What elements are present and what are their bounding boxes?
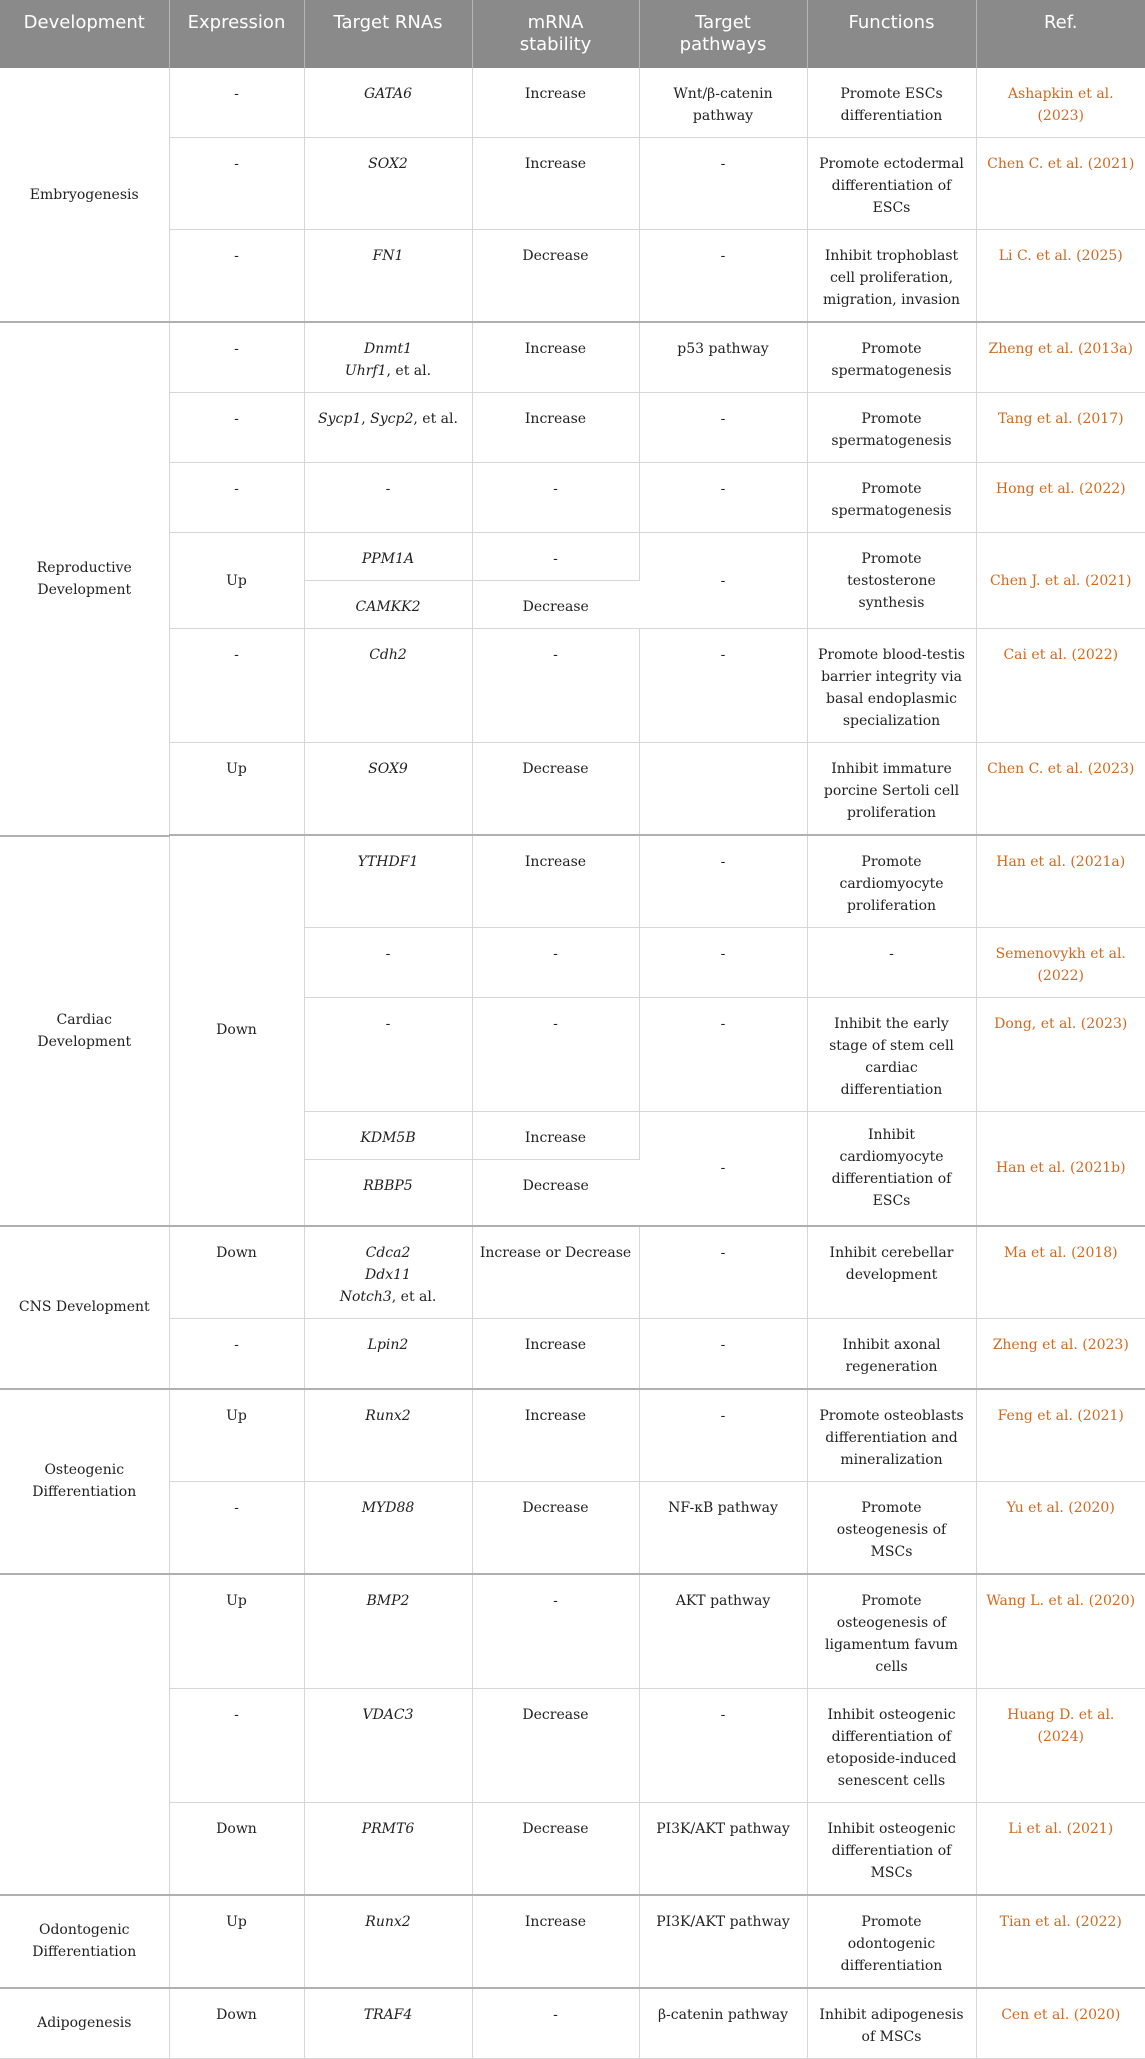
pathway-cell: AKT pathway: [639, 1574, 807, 1689]
function-cell: Promote osteogenesis of ligamentum favum cells: [807, 1574, 976, 1689]
table-row: [0, 1389, 1145, 1482]
expression-cell: -: [169, 463, 304, 533]
target-cell: YTHDF1: [304, 836, 472, 928]
stability-cell: Decrease: [472, 743, 639, 836]
reference-link[interactable]: Han et al. (2021a): [976, 836, 1145, 928]
function-cell: Inhibit the early stage of stem cell cardiac differentiation: [807, 998, 976, 1112]
header-ref: Ref.: [976, 0, 1145, 68]
function-cell: Promote spermatogenesis: [807, 393, 976, 463]
expression-cell: -: [169, 138, 304, 230]
expression-cell: -: [169, 1481, 304, 1574]
reference-link[interactable]: Chen C. et al. (2021): [976, 138, 1145, 230]
function-cell: Promote testosterone synthesis: [807, 533, 976, 629]
pathway-cell: -: [639, 836, 807, 928]
target-cell: VDAC3: [304, 1688, 472, 1802]
reference-link[interactable]: Li et al. (2021): [976, 1802, 1145, 1895]
header-mrna-stability: mRNA stability: [472, 0, 639, 68]
pathway-cell: -: [639, 928, 807, 998]
pathway-cell: -: [639, 1688, 807, 1802]
target-cell: BMP2: [304, 1574, 472, 1689]
pathway-cell: p53 pathway: [639, 322, 807, 393]
target-cell: TRAF4: [304, 1988, 472, 2059]
stability-cell: Decrease: [472, 1481, 639, 1574]
group-cns-development: CNS Development: [0, 1226, 169, 1389]
stability-cell: Decrease: [472, 1688, 639, 1802]
reference-link[interactable]: Dong, et al. (2023): [976, 998, 1145, 1112]
function-cell: Promote spermatogenesis: [807, 322, 976, 393]
function-cell: Promote osteogenesis of MSCs: [807, 1481, 976, 1574]
table-row: [0, 1802, 1145, 1895]
pathway-cell: -: [639, 393, 807, 463]
reference-link[interactable]: Ashapkin et al. (2023): [976, 68, 1145, 138]
stability-cell: Increase: [472, 1895, 639, 1988]
group-embryogenesis: Embryogenesis: [0, 68, 169, 322]
pathway-cell: -: [639, 230, 807, 323]
function-cell: -: [807, 928, 976, 998]
function-cell: Promote spermatogenesis: [807, 463, 976, 533]
reference-link[interactable]: Chen C. et al. (2023): [976, 743, 1145, 836]
group-unlabeled: [0, 1574, 169, 1895]
table-header: [0, 0, 1145, 68]
stability-cell: -: [472, 1574, 639, 1689]
reference-link[interactable]: Tian et al. (2022): [976, 1895, 1145, 1988]
target-cell: Runx2: [304, 1389, 472, 1482]
pathway-cell: [639, 743, 807, 836]
target-cell: GATA6: [304, 68, 472, 138]
function-cell: Inhibit immature porcine Sertoli cell proliferation: [807, 743, 976, 836]
pathway-cell: -: [639, 463, 807, 533]
target-cell: Lpin2: [304, 1318, 472, 1389]
table-row: [0, 68, 1145, 138]
pathway-cell: -: [639, 533, 807, 629]
table-row: [0, 533, 1145, 581]
stability-cell: Decrease: [472, 1802, 639, 1895]
target-cell: KDM5B: [304, 1112, 472, 1160]
table-row: [0, 1895, 1145, 1988]
pathway-cell: -: [639, 138, 807, 230]
group-adipogenesis: Adipogenesis: [0, 1988, 169, 2059]
expression-cell: -: [169, 1688, 304, 1802]
target-cell: PRMT6: [304, 1802, 472, 1895]
function-cell: Promote blood-testis barrier integrity via basal endoplasmic specialization: [807, 629, 976, 743]
header-target-pathways: Target pathways: [639, 0, 807, 68]
reference-link[interactable]: Zheng et al. (2023): [976, 1318, 1145, 1389]
expression-cell: Up: [169, 1895, 304, 1988]
stability-cell: -: [472, 1988, 639, 2059]
stability-cell: Decrease: [472, 581, 639, 629]
expression-cell: Down: [169, 1226, 304, 1319]
reference-link[interactable]: Ma et al. (2018): [976, 1226, 1145, 1319]
stability-cell: Increase: [472, 836, 639, 928]
expression-cell: Down: [169, 1988, 304, 2059]
table-row: [0, 230, 1145, 323]
reference-link[interactable]: Cen et al. (2020): [976, 1988, 1145, 2059]
pathway-cell: -: [639, 1318, 807, 1389]
pathway-cell: -: [639, 1389, 807, 1482]
pathway-cell: NF-κB pathway: [639, 1481, 807, 1574]
stability-cell: Increase: [472, 1389, 639, 1482]
target-cell: Cdh2: [304, 629, 472, 743]
header-development: Development: [0, 0, 169, 68]
stability-cell: Increase: [472, 1318, 639, 1389]
reference-link[interactable]: Feng et al. (2021): [976, 1389, 1145, 1482]
reference-link[interactable]: Tang et al. (2017): [976, 393, 1145, 463]
table-row: [0, 1988, 1145, 2059]
function-cell: Promote ectodermal differentiation of ESCs: [807, 138, 976, 230]
function-cell: Promote osteoblasts differentiation and mineralization: [807, 1389, 976, 1482]
expression-cell: -: [169, 230, 304, 323]
reference-link[interactable]: Cai et al. (2022): [976, 629, 1145, 743]
target-cell: Runx2: [304, 1895, 472, 1988]
group-odontogenic-differentiation: Odontogenic Differentiation: [0, 1895, 169, 1988]
table-row: [0, 1226, 1145, 1319]
stability-cell: Increase: [472, 322, 639, 393]
reference-link[interactable]: Zheng et al. (2013a): [976, 322, 1145, 393]
group-reproductive-development: Reproductive Development: [0, 322, 169, 836]
stability-cell: Increase or Decrease: [472, 1226, 639, 1319]
target-cell: -: [304, 928, 472, 998]
function-cell: Promote ESCs differentiation: [807, 68, 976, 138]
header-expression: Expression: [169, 0, 304, 68]
reference-link[interactable]: Chen J. et al. (2021): [976, 533, 1145, 629]
target-cell: Cdca2 Ddx11 Notch3, et al.: [304, 1226, 472, 1319]
table-row: [0, 1318, 1145, 1389]
expression-cell: -: [169, 68, 304, 138]
expression-cell: Up: [169, 1389, 304, 1482]
function-cell: Inhibit osteogenic differentiation of etoposide-induced senescent cells: [807, 1688, 976, 1802]
reference-link[interactable]: Semenovykh et al. (2022): [976, 928, 1145, 998]
function-cell: Inhibit cardiomyocyte differentiation of ESCs: [807, 1112, 976, 1226]
expression-cell: Up: [169, 743, 304, 836]
target-cell: SOX9: [304, 743, 472, 836]
group-cardiac-development: Cardiac Development: [0, 836, 169, 1226]
pathway-cell: PI3K/AKT pathway: [639, 1895, 807, 1988]
pathway-cell: -: [639, 1226, 807, 1319]
table-row: [0, 1481, 1145, 1574]
stability-cell: -: [472, 928, 639, 998]
stability-cell: Increase: [472, 1112, 639, 1160]
pathway-cell: -: [639, 629, 807, 743]
stability-cell: -: [472, 463, 639, 533]
expression-cell: Up: [169, 533, 304, 629]
expression-cell: Up: [169, 1574, 304, 1689]
expression-cell: -: [169, 629, 304, 743]
table-row: [0, 393, 1145, 463]
table-row: [0, 743, 1145, 836]
target-cell: FN1: [304, 230, 472, 323]
target-cell: -: [304, 998, 472, 1112]
target-cell: RBBP5: [304, 1160, 472, 1226]
function-cell: Inhibit axonal regeneration: [807, 1318, 976, 1389]
group-osteogenic-differentiation: Osteogenic Differentiation: [0, 1389, 169, 1574]
table-row: [0, 138, 1145, 230]
stability-cell: -: [472, 998, 639, 1112]
function-cell: Inhibit osteogenic differentiation of MSCs: [807, 1802, 976, 1895]
table-row: [0, 1574, 1145, 1689]
function-cell: Promote odontogenic differentiation: [807, 1895, 976, 1988]
table-row: [0, 629, 1145, 743]
target-cell: Dnmt1 Uhrf1, et al.: [304, 322, 472, 393]
stability-cell: Decrease: [472, 230, 639, 323]
expression-cell: -: [169, 393, 304, 463]
reference-link[interactable]: Wang L. et al. (2020): [976, 1574, 1145, 1689]
expression-cell: Down: [169, 1802, 304, 1895]
expression-cell: Down: [169, 836, 304, 1226]
reference-link[interactable]: Hong et al. (2022): [976, 463, 1145, 533]
stability-cell: Increase: [472, 68, 639, 138]
pathway-cell: -: [639, 1112, 807, 1226]
target-cell: Sycp1, Sycp2, et al.: [304, 393, 472, 463]
target-cell: -: [304, 463, 472, 533]
reference-link[interactable]: Yu et al. (2020): [976, 1481, 1145, 1574]
expression-cell: -: [169, 1318, 304, 1389]
table-row: [0, 322, 1145, 393]
function-cell: Inhibit cerebellar development: [807, 1226, 976, 1319]
table-row: [0, 1688, 1145, 1802]
table-row: [0, 836, 1145, 928]
pathway-cell: -: [639, 998, 807, 1112]
target-cell: MYD88: [304, 1481, 472, 1574]
pathway-cell: β-catenin pathway: [639, 1988, 807, 2059]
function-cell: Inhibit adipogenesis of MSCs: [807, 1988, 976, 2059]
expression-cell: -: [169, 322, 304, 393]
reference-link[interactable]: Li C. et al. (2025): [976, 230, 1145, 323]
target-cell: CAMKK2: [304, 581, 472, 629]
target-cell: SOX2: [304, 138, 472, 230]
stability-cell: -: [472, 533, 639, 581]
table-row: [0, 463, 1145, 533]
pathway-cell: PI3K/AKT pathway: [639, 1802, 807, 1895]
stability-cell: Increase: [472, 393, 639, 463]
target-cell: PPM1A: [304, 533, 472, 581]
function-cell: Promote cardiomyocyte proliferation: [807, 836, 976, 928]
function-cell: Inhibit trophoblast cell proliferation, migration, invasion: [807, 230, 976, 323]
header-functions: Functions: [807, 0, 976, 68]
header-target-rnas: Target RNAs: [304, 0, 472, 68]
pathway-cell: Wnt/β-catenin pathway: [639, 68, 807, 138]
reference-link[interactable]: Han et al. (2021b): [976, 1112, 1145, 1226]
stability-cell: Decrease: [472, 1160, 639, 1226]
stability-cell: Increase: [472, 138, 639, 230]
stability-cell: -: [472, 629, 639, 743]
reference-link[interactable]: Huang D. et al. (2024): [976, 1688, 1145, 1802]
